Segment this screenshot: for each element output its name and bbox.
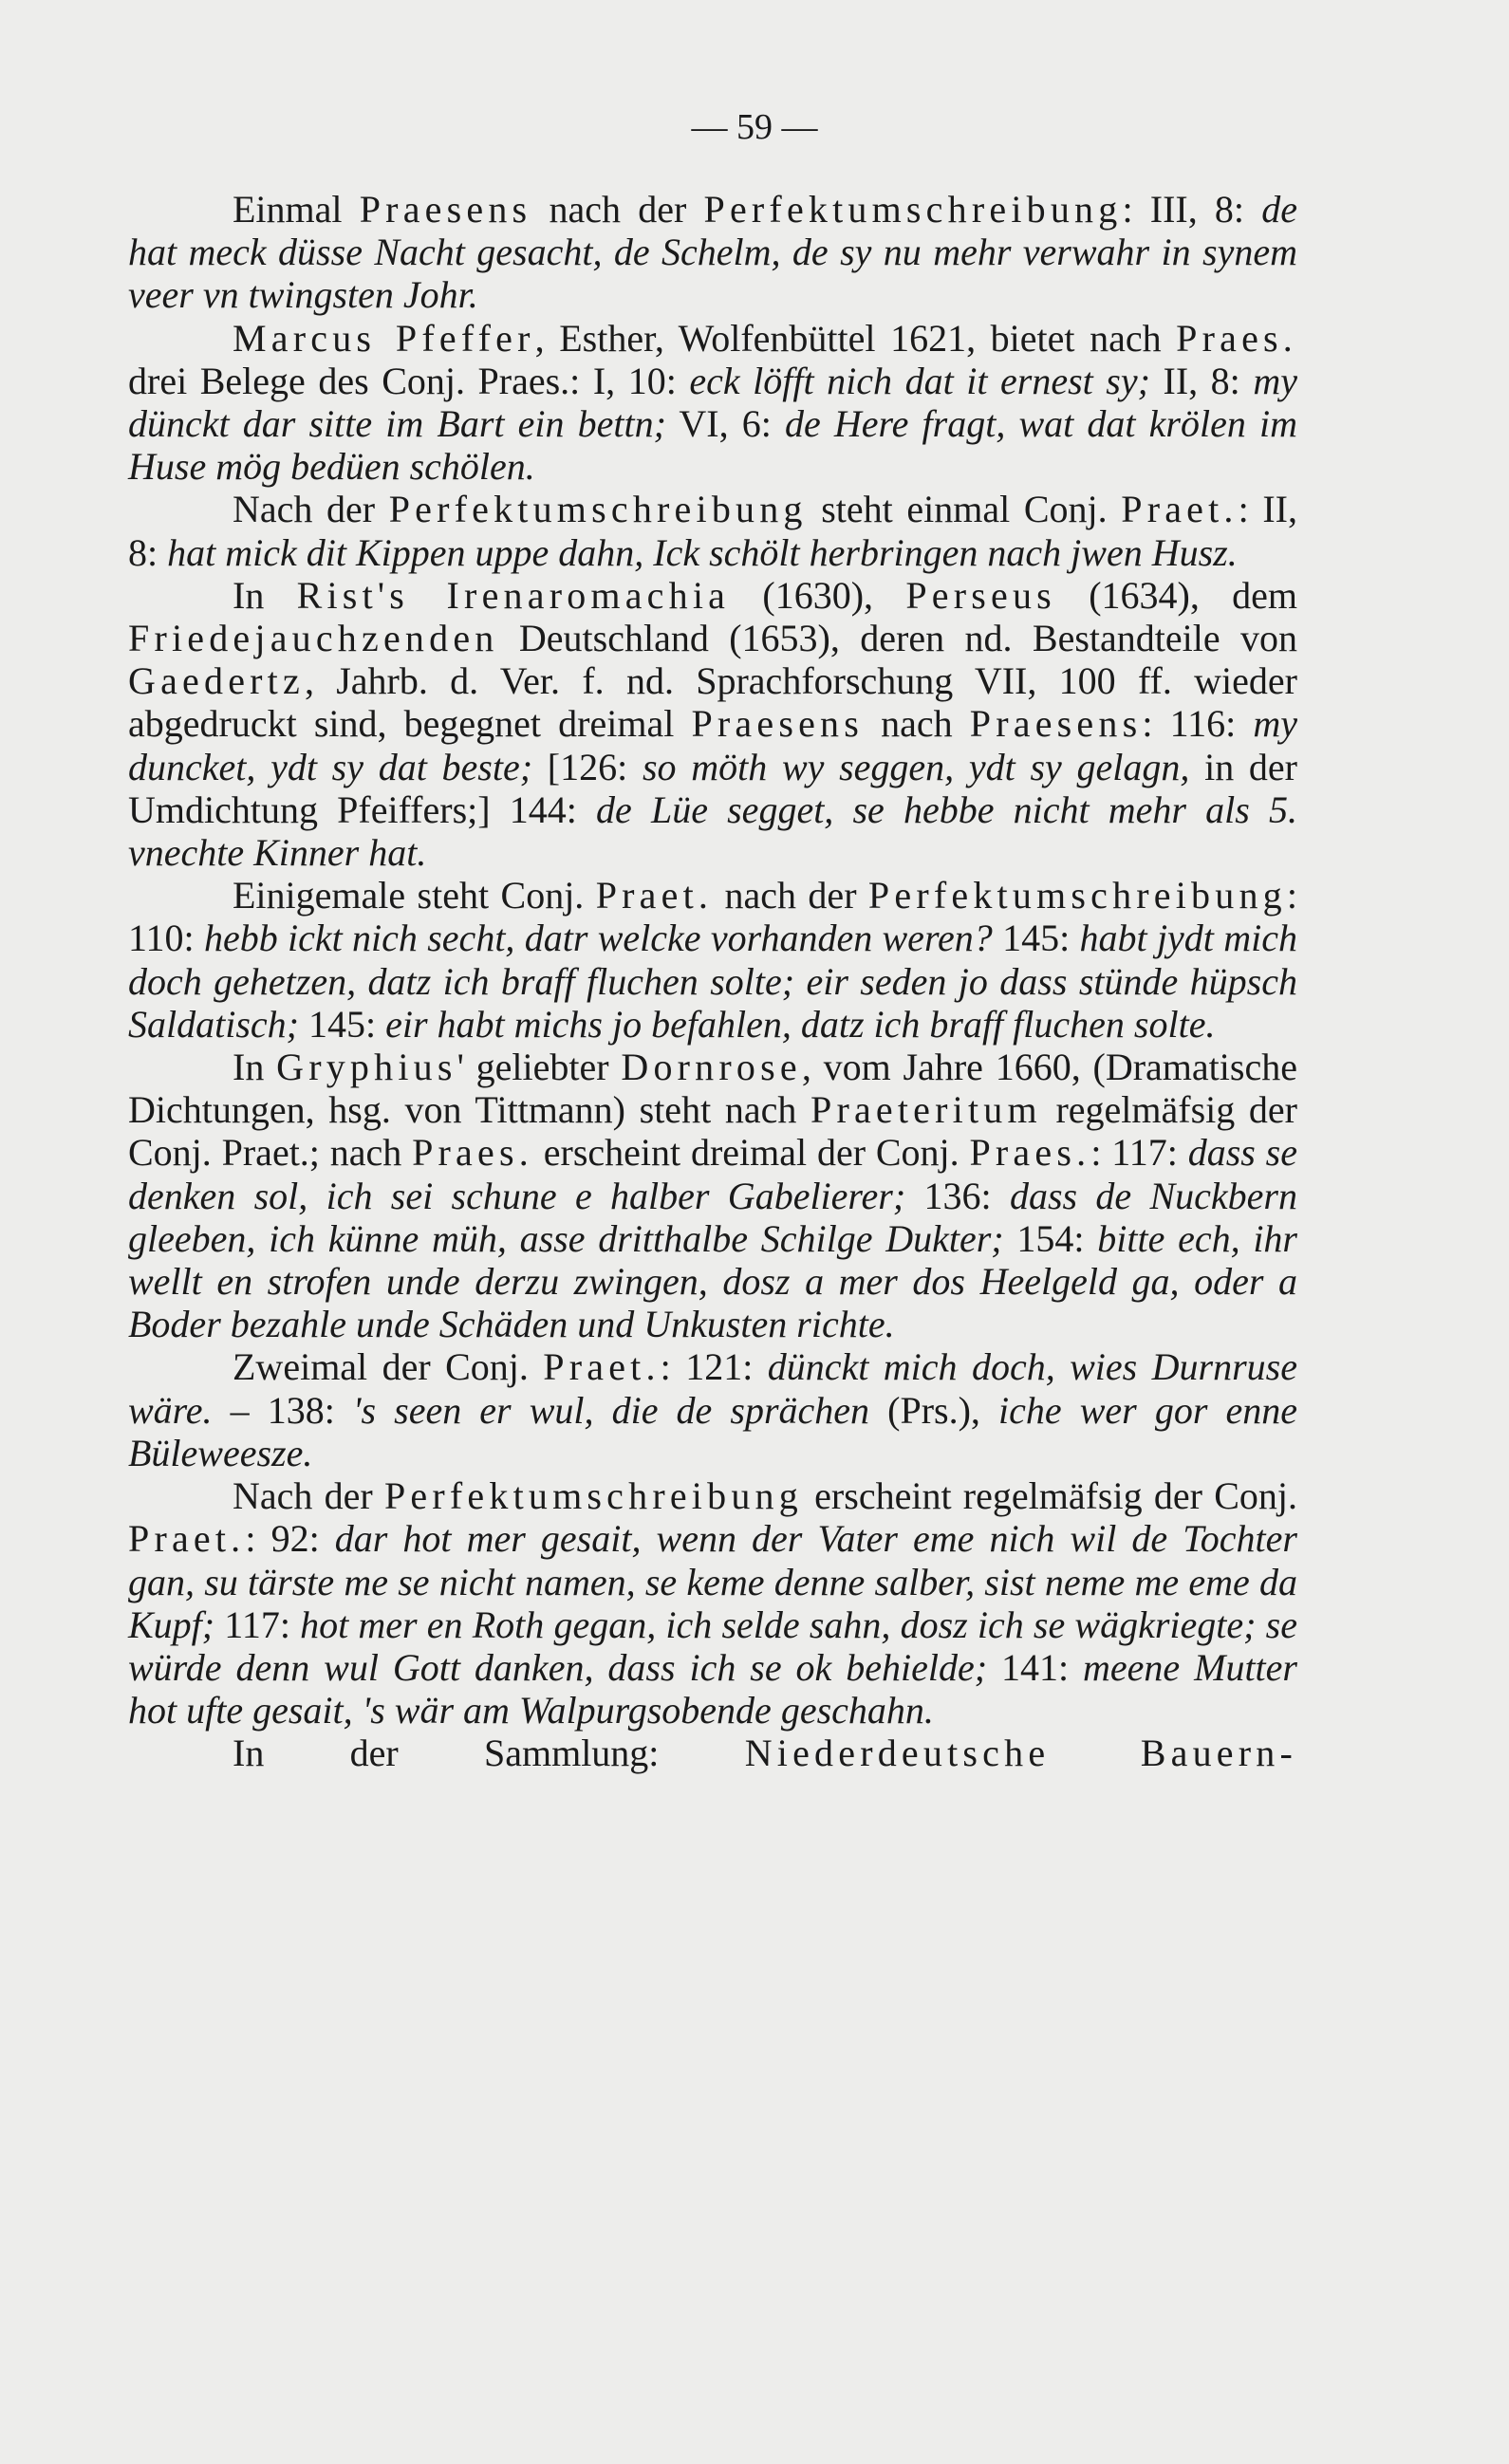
italic-quote: eck löfft nich dat it ernest sy; (689, 359, 1150, 402)
italic-quote: de Here fragt, wat dat krölen im Huse mög bedüen schölen. (128, 402, 1297, 489)
spaced-term: Praes. (412, 1131, 533, 1175)
spaced-term: Perseus (905, 573, 1056, 617)
text-run: in der Umdichtung Pfeiffers;] 144: (128, 745, 1297, 831)
text-run: regelmäfsig der Conj. Praet.; nach (128, 1088, 1297, 1175)
spaced-term: Rist's Irenaromachia (296, 573, 731, 617)
text-run: , Jahrb. d. Ver. f. nd. Sprachforschung VII, 100 ff. wieder abgedruckt sind, begegnet dreimal (128, 659, 1297, 746)
text-run: – 138: (212, 1388, 353, 1432)
text-run: : 121: (660, 1345, 768, 1389)
text-run: nach der (531, 188, 704, 231)
spaced-term: Praesens (969, 702, 1143, 746)
text-run: : 116: (1142, 702, 1254, 746)
italic-quote: dar hot mer gesait, wenn der Vater eme nich wil de Tochter gan, su tärste me se nicht namen, se keme denne salber, sist neme me eme da Kupf; (128, 1517, 1297, 1646)
text-run: : 110: (128, 874, 1297, 960)
italic-quote: eir habt michs jo befahlen, datz ich braff fluchen solte. (385, 1002, 1216, 1046)
italic-quote: hot mer en Roth gegan, ich selde sahn, dosz ich se wägkriegte; se würde denn wul Gott danken, dass ich se ok behielde; (128, 1603, 1297, 1689)
text-run: Nach der (233, 1474, 384, 1518)
text-run: Einigemale steht Conj. (233, 874, 596, 917)
italic-quote: de hat meck düsse Nacht gesacht, de Schelm, de sy nu mehr verwahr in synem veer vn twingsten Johr. (128, 188, 1297, 317)
text-run: ' geliebter (456, 1046, 622, 1089)
spaced-term: Praet. (128, 1517, 246, 1561)
text-run: 154: (1003, 1216, 1098, 1260)
text-run: , Esther, Wolfenbüttel 1621, bietet nach (534, 316, 1177, 360)
text-run: erscheint regelmäfsig der Conj. (802, 1474, 1297, 1518)
text-run: steht einmal Conj. (807, 488, 1122, 531)
spaced-term: Perfektumschreibung (388, 488, 808, 531)
spaced-term: Perfektumschreibung (867, 874, 1287, 917)
text-run: 145: (298, 1002, 386, 1046)
text-run: : II, 8: (128, 488, 1298, 574)
text-run: VI, 6: (665, 402, 786, 446)
paragraph (128, 1474, 1297, 1732)
text-run: Nach der (233, 488, 389, 531)
paragraph (128, 188, 1297, 317)
text-run: 117: (214, 1603, 301, 1646)
paragraph (128, 574, 1297, 874)
spaced-term: Friedejauchzenden (128, 617, 499, 660)
text-run: Deutschland (1653), deren nd. Bestandteile von (498, 617, 1297, 660)
spaced-term: Perfektumschreibung (383, 1474, 803, 1518)
text-run: In der Sammlung: (233, 1732, 745, 1775)
italic-quote: my duncket, ydt sy dat beste; (128, 702, 1298, 788)
spaced-term: Praesens (691, 702, 865, 746)
text-run: [126: (532, 745, 643, 788)
spaced-term: Perfektumschreibung (703, 188, 1123, 231)
text-run: 136: (905, 1174, 1010, 1217)
text-run: nach der (713, 874, 868, 917)
paragraph (128, 488, 1297, 573)
italic-quote: bitte ech, ihr wellt en strofen unde derzu zwingen, dosz a mer dos Heelgeld ga, oder a Boder bezahle unde Schäden und Unkusten richte. (128, 1216, 1297, 1346)
text-run: : 117: (1090, 1131, 1188, 1175)
text-run: (Prs.), (869, 1388, 999, 1432)
paragraph (128, 1046, 1297, 1345)
italic-quote: so möth wy seggen, ydt sy gelagn, (642, 745, 1190, 788)
spaced-term: Praet. (543, 1345, 661, 1389)
text-run: : III, 8: (1122, 188, 1262, 231)
text-run: (1634), dem (1055, 573, 1298, 617)
body-text (128, 188, 1297, 1775)
text-run: Zweimal der Conj. (233, 1345, 544, 1389)
italic-quote: hebb ickt nich secht, datr welcke vorhanden weren? (203, 917, 993, 960)
italic-quote: habt jydt mich doch gehetzen, datz ich braff fluchen solte; eir seden jo dass stünde hüpsch Saldatisch; (128, 917, 1297, 1046)
spaced-term: Gryphius (276, 1046, 457, 1089)
spaced-term: Praesens (359, 188, 532, 231)
italic-quote: my dünckt dar sitte im Bart ein bettn; (128, 359, 1297, 446)
page-number: — 59 — (691, 107, 818, 147)
italic-quote: 's seen er wul, die de sprächen (352, 1388, 870, 1432)
spaced-term: Praeteritum (810, 1088, 1042, 1132)
text-run: 141: (987, 1645, 1084, 1689)
text-run: : 92: (245, 1517, 335, 1561)
spaced-term: Gaedertz (128, 659, 305, 703)
italic-quote: dünckt mich doch, wies Durnruse wäre. (128, 1345, 1297, 1432)
spaced-term: Praes. (969, 1131, 1091, 1175)
italic-quote: dass de Nuckbern gleeben, ich künne müh, asse dritthalbe Schilge Dukter; (128, 1174, 1297, 1260)
spaced-term: Dornrose (621, 1046, 802, 1089)
text-run: erscheint dreimal der Conj. (532, 1131, 970, 1175)
text-run: , vom Jahre 1660, (Dramatische Dichtungen, hsg. von Tittmann) steht nach (128, 1046, 1297, 1132)
text-run: II, 8: (1149, 359, 1254, 402)
text-run: Einmal (233, 188, 360, 231)
spaced-term: Niederdeutsche Bauern- (744, 1732, 1297, 1775)
italic-quote: meene Mutter hot ufte gesait, 's wär am Walpurgsobende geschahn. (128, 1645, 1297, 1732)
paragraph (128, 1732, 1297, 1774)
text-run: 145: (992, 917, 1080, 960)
spaced-term: Marcus Pfeffer (233, 316, 535, 360)
spaced-term: Praet. (595, 874, 714, 917)
spaced-term: Praet. (1121, 488, 1239, 531)
text-run: In (233, 573, 297, 617)
italic-quote: hat mick dit Kippen uppe dahn, Ick schölt herbringen nach jwen Husz. (167, 530, 1238, 574)
spaced-term: Praes. (1176, 316, 1297, 360)
paragraph (128, 874, 1297, 1046)
text-run: nach (864, 702, 970, 746)
italic-quote: de Lüe segget, se hebbe nicht mehr als 5. vnechte Kinner hat. (128, 787, 1297, 875)
paragraph (128, 1345, 1297, 1474)
italic-quote: dass se denken sol, ich sei schune e halber Gabelierer; (128, 1131, 1297, 1217)
text-run: (1630), (730, 573, 906, 617)
text-run: In (233, 1046, 277, 1089)
italic-quote: iche wer gor enne Büleweesze. (128, 1388, 1298, 1474)
text-run: drei Belege des Conj. Praes.: I, 10: (128, 359, 690, 402)
paragraph (128, 317, 1297, 489)
